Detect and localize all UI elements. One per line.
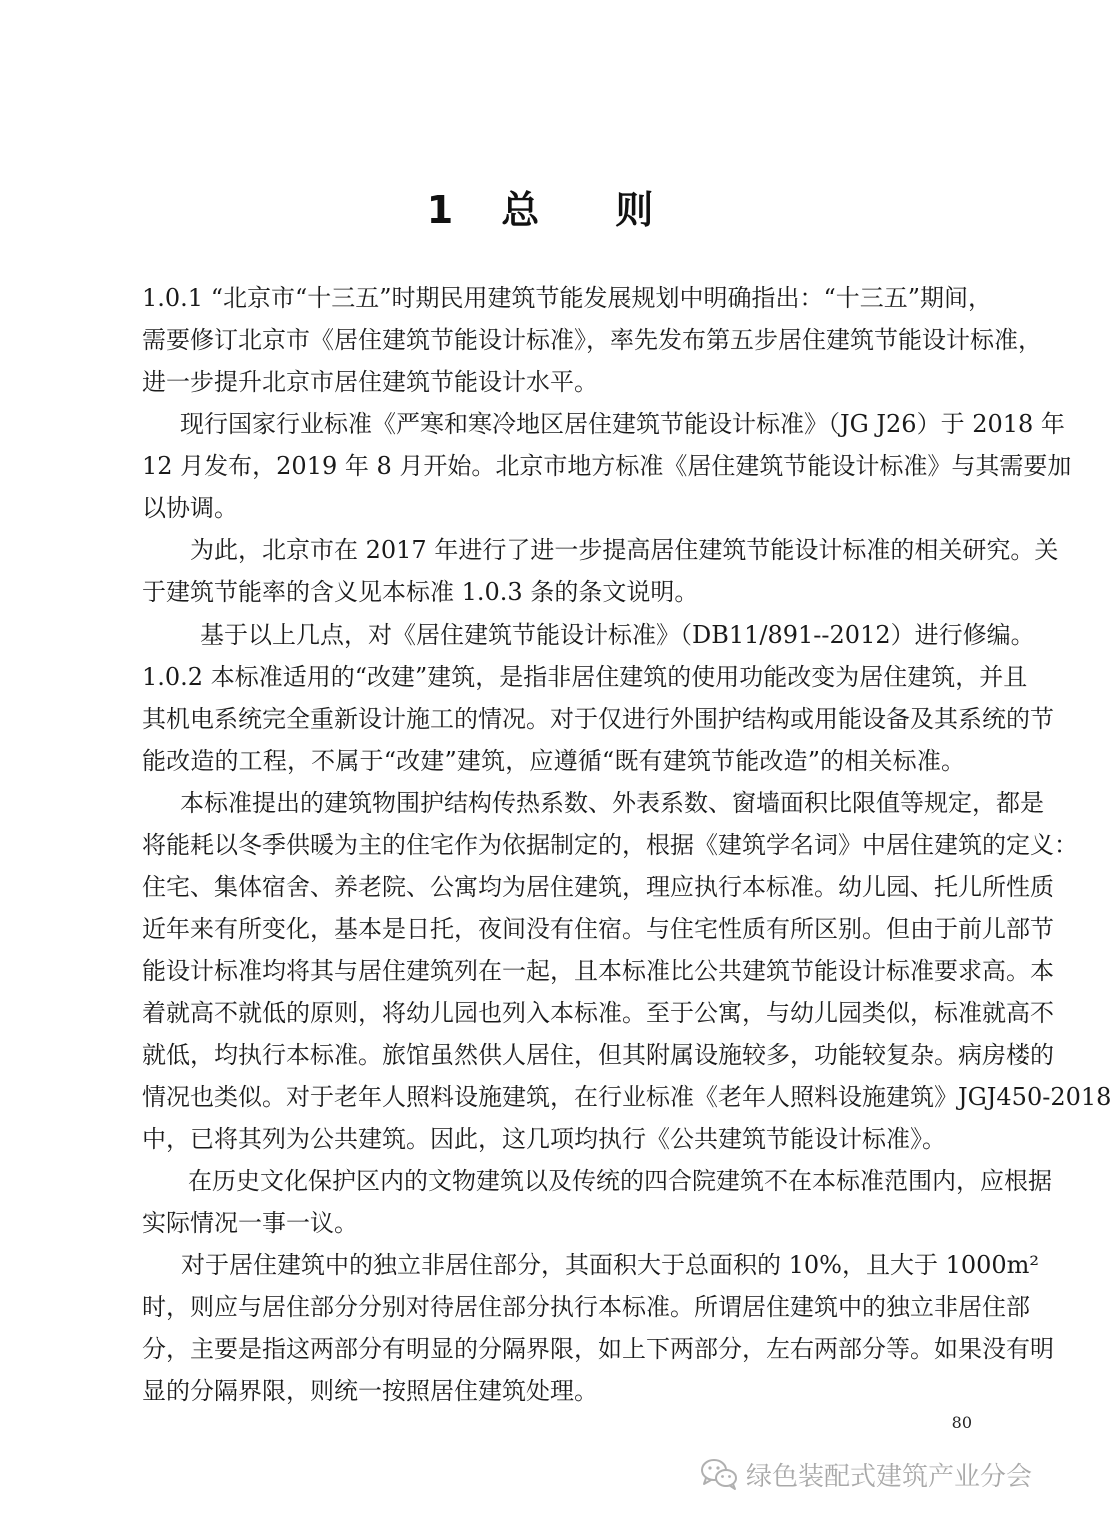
chapter-title-part2: 则 — [615, 188, 654, 232]
text-line-7: 为此，北京市在 2017 年进行了进一步提高居住建筑节能设计标准的相关研究。关 — [190, 536, 1059, 564]
wechat-icon — [700, 1457, 738, 1491]
text-line-24: 对于居住建筑中的独立非居住部分，其面积大于总面积的 10%，且大于 1000m² — [181, 1251, 1040, 1279]
chapter-number: 1 — [426, 188, 454, 232]
text-line-18: 着就高不就低的原则，将幼儿园也列入本标准。至于公寓，与幼儿园类似，标准就高不 — [142, 999, 1054, 1027]
text-line-11: 其机电系统完全重新设计施工的情况。对于仅进行外围护结构或用能设备及其系统的节 — [142, 705, 1054, 733]
text-line-10: 1.0.2 本标准适用的“改建”建筑，是指非居住建筑的使用功能改变为居住建筑，并且 — [142, 663, 1028, 691]
text-line-6: 以协调。 — [142, 494, 238, 522]
text-line-13: 本标准提出的建筑物围护结构传热系数、外表系数、窗墙面积比限值等规定，都是 — [180, 789, 1044, 817]
text-line-26: 分，主要是指这两部分有明显的分隔界限，如上下两部分，左右两部分等。如果没有明 — [142, 1335, 1054, 1363]
watermark-text: 绿色装配式建筑产业分会 — [746, 1461, 1033, 1492]
text-line-8: 于建筑节能率的含义见本标准 1.0.3 条的条文说明。 — [142, 578, 699, 606]
text-line-22: 在历史文化保护区内的文物建筑以及传统的四合院建筑不在本标准范围内，应根据 — [188, 1167, 1052, 1195]
chapter-title-part1: 总 — [501, 188, 540, 232]
watermark — [700, 1452, 1060, 1496]
text-line-5: 12 月发布，2019 年 8 月开始。北京市地方标准《居住建筑节能设计标准》与其需要加 — [142, 452, 1072, 480]
text-line-19: 就低，均执行本标准。旅馆虽然供人居住，但其附属设施较多，功能较复杂。病房楼的 — [142, 1041, 1054, 1069]
text-line-15: 住宅、集体宿舍、养老院、公寓均为居住建筑，理应执行本标准。幼儿园、托儿所性质 — [142, 873, 1054, 901]
text-line-1: 1.0.1 “北京市“十三五”时期民用建筑节能发展规划中明确指出：“十三五”期间， — [142, 284, 993, 312]
text-line-2: 需要修订北京市《居住建筑节能设计标准》，率先发布第五步居住建筑节能设计标准， — [142, 326, 1042, 354]
chapter-title — [0, 178, 1080, 242]
text-line-9: 基于以上几点，对《居住建筑节能设计标准》（DB11/891--2012）进行修编。 — [200, 621, 1035, 649]
text-line-14: 将能耗以冬季供暖为主的住宅作为依据制定的，根据《建筑学名词》中居住建筑的定义： — [142, 831, 1078, 859]
text-line-23: 实际情况一事一议。 — [142, 1209, 358, 1237]
text-line-25: 时，则应与居住部分分别对待居住部分执行本标准。所谓居住建筑中的独立非居住部 — [142, 1293, 1030, 1321]
text-line-20: 情况也类似。对于老年人照料设施建筑，在行业标准《老年人照料设施建筑》JGJ450-2018 — [142, 1083, 1111, 1111]
text-line-4: 现行国家行业标准《严寒和寒冷地区居住建筑节能设计标准》（JG J26）于 2018 年 — [180, 410, 1065, 438]
text-line-27: 显的分隔界限，则统一按照居住建筑处理。 — [142, 1377, 598, 1405]
text-line-12: 能改造的工程，不属于“改建”建筑，应遵循“既有建筑节能改造”的相关标准。 — [142, 747, 965, 775]
page-number: 80 — [951, 1413, 972, 1432]
text-line-17: 能设计标准均将其与居住建筑列在一起，且本标准比公共建筑节能设计标准要求高。本 — [142, 957, 1054, 985]
text-line-3: 进一步提升北京市居住建筑节能设计水平。 — [142, 368, 598, 396]
text-line-16: 近年来有所变化，基本是日托，夜间没有住宿。与住宅性质有所区别。但由于前儿部节 — [142, 915, 1054, 943]
text-line-21: 中，已将其列为公共建筑。因此，这几项均执行《公共建筑节能设计标准》。 — [142, 1125, 946, 1153]
